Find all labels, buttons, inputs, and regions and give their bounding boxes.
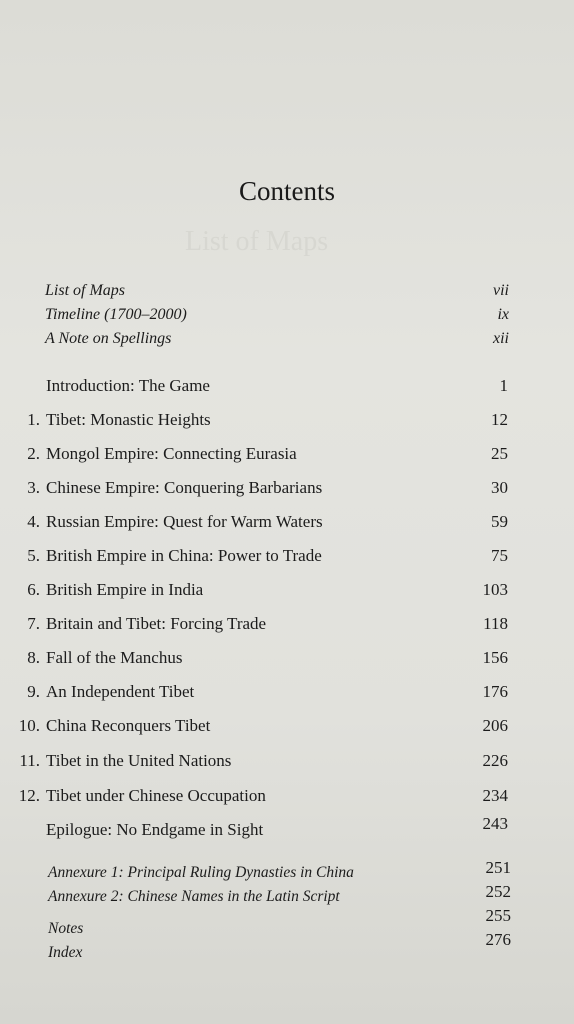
toc-entry-label: Index xyxy=(48,944,83,961)
toc-entry-label: Timeline (1700–2000) xyxy=(45,306,187,323)
chapter-number: 9. xyxy=(27,682,40,701)
chapter-number: 3. xyxy=(27,478,40,497)
toc-entry xyxy=(0,410,574,436)
chapter-number: 8. xyxy=(27,648,40,667)
toc-entry-page: 103 xyxy=(482,580,508,599)
toc-entry-page: 59 xyxy=(491,512,508,531)
toc-entry-page: 243 xyxy=(482,814,508,833)
toc-entry-page: 251 xyxy=(485,858,511,877)
toc-entry xyxy=(0,330,574,356)
toc-entry-page: 255 xyxy=(485,906,511,925)
show-through-text: List of Maps xyxy=(185,226,329,257)
toc-entry-label: List of Maps xyxy=(45,282,126,299)
toc-entry-label: Annexure 1: Principal Ruling Dynasties in China xyxy=(48,864,354,881)
toc-entry-page: 226 xyxy=(482,751,508,770)
toc-entry xyxy=(0,546,574,572)
toc-entry-label: Fall of the Manchus xyxy=(46,648,183,667)
toc-entry-page: 176 xyxy=(482,682,508,701)
toc-entry xyxy=(0,814,574,846)
toc-entry-label: A Note on Spellings xyxy=(45,330,172,347)
toc-entry-page: 1 xyxy=(499,376,508,395)
toc-entry-page: 75 xyxy=(491,546,508,565)
toc-entry xyxy=(0,580,574,606)
toc-entry xyxy=(0,716,574,742)
chapter-number: 2. xyxy=(27,444,40,463)
toc-entry-page: 12 xyxy=(491,410,508,429)
chapter-number: 10. xyxy=(18,716,40,735)
toc-entry xyxy=(0,930,574,970)
toc-entry-label: Tibet under Chinese Occupation xyxy=(46,786,266,805)
chapter-number: 11. xyxy=(19,751,40,770)
toc-entry-page: 156 xyxy=(482,648,508,667)
chapter-number: 7. xyxy=(27,614,40,633)
toc-entry-label: Epilogue: No Endgame in Sight xyxy=(46,820,264,839)
toc-entry xyxy=(0,786,574,812)
toc-entry-label: China Reconquers Tibet xyxy=(46,716,211,735)
toc-entry-label: Chinese Empire: Conquering Barbarians xyxy=(46,478,323,497)
toc-entry-page: ix xyxy=(497,306,509,323)
toc-entry-label: British Empire in China: Power to Trade xyxy=(46,546,322,565)
toc-entry-page: 276 xyxy=(485,930,511,949)
chapter-number: 1. xyxy=(27,410,40,429)
toc-entry-label: British Empire in India xyxy=(46,580,204,599)
toc-entry-page: 234 xyxy=(482,786,508,805)
toc-entry xyxy=(0,512,574,538)
page-title: Contents xyxy=(238,176,335,206)
toc-entry-page: vii xyxy=(493,282,509,299)
toc-entry-page: 252 xyxy=(485,882,511,901)
toc-entry-label: Tibet in the United Nations xyxy=(46,751,232,770)
chapter-number: 4. xyxy=(27,512,40,531)
toc-entry xyxy=(0,478,574,504)
toc-entry-page: 30 xyxy=(491,478,508,497)
chapter-number: 5. xyxy=(27,546,40,565)
toc-entry xyxy=(0,306,574,332)
toc-entry-page: xii xyxy=(493,330,509,347)
toc-entry xyxy=(0,614,574,640)
toc-entry xyxy=(0,751,574,777)
toc-entry-label: Tibet: Monastic Heights xyxy=(46,410,211,429)
toc-entry-page: 118 xyxy=(483,614,508,633)
toc-entry xyxy=(0,648,574,674)
toc-entry-label: Annexure 2: Chinese Names in the Latin Script xyxy=(48,888,340,905)
toc-entry xyxy=(0,282,574,308)
toc-entry-label: Mongol Empire: Connecting Eurasia xyxy=(46,444,297,463)
chapter-number: 12. xyxy=(18,786,40,805)
toc-entry xyxy=(0,682,574,708)
toc-entry-label: An Independent Tibet xyxy=(46,682,195,701)
toc-entry-label: Notes xyxy=(48,920,84,937)
toc-entry-label: Introduction: The Game xyxy=(46,376,210,395)
toc-entry xyxy=(0,444,574,470)
toc-entry-label: Britain and Tibet: Forcing Trade xyxy=(46,614,267,633)
toc-entry-page: 206 xyxy=(482,716,508,735)
toc-entry-page: 25 xyxy=(491,444,508,463)
toc-entry xyxy=(0,376,574,402)
toc-entry-label: Russian Empire: Quest for Warm Waters xyxy=(46,512,323,531)
chapter-number: 6. xyxy=(27,580,40,599)
